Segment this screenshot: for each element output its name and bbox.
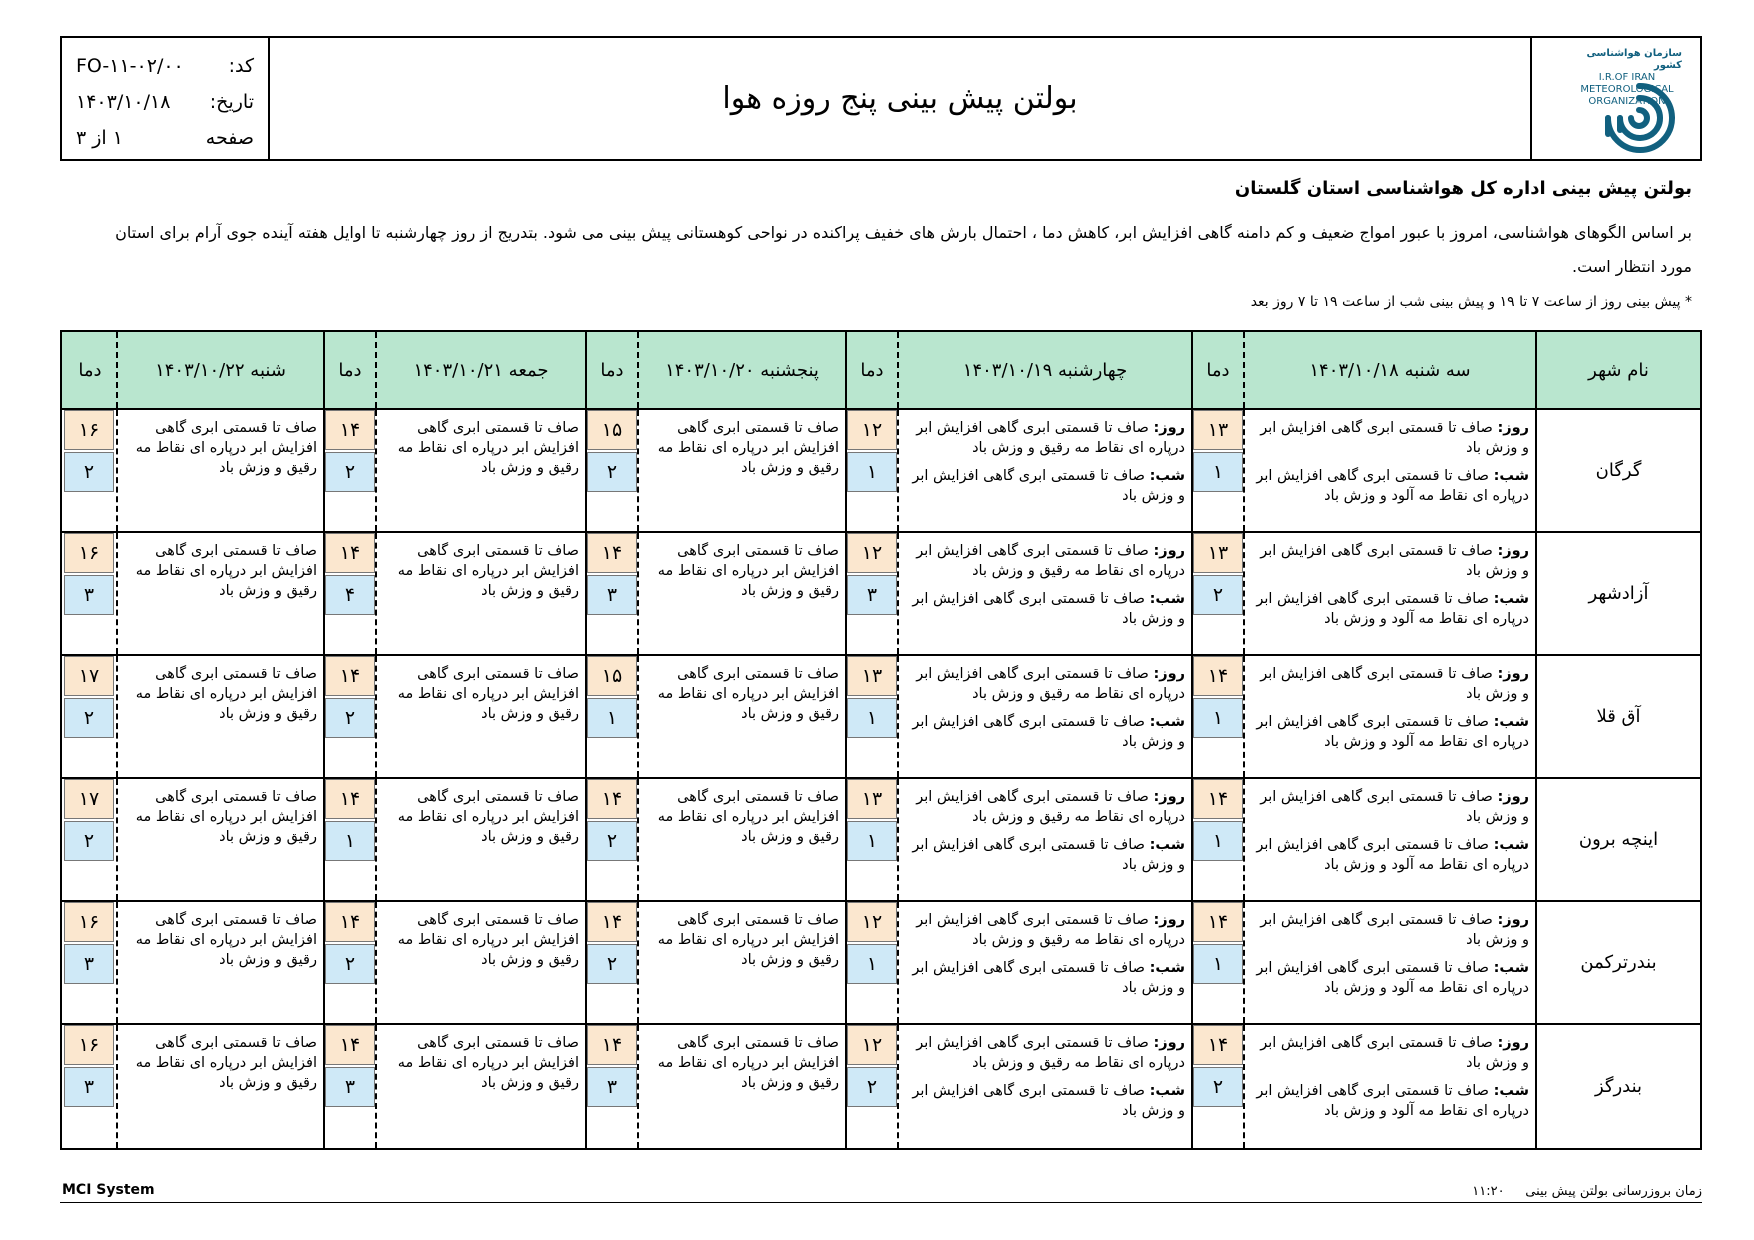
night-forecast (1249, 466, 1529, 506)
forecast-text: صاف تا قسمتی ابری گاهی افزایش ابر درپاره ای نقاط مه رقیق و وزش باد (397, 420, 579, 476)
day-forecast (1249, 910, 1529, 950)
max-temp: ۱۴ (1193, 1025, 1243, 1065)
night-forecast (903, 589, 1185, 629)
temp-cell-5 (64, 410, 116, 531)
forecast-text: صاف تا قسمتی ابری گاهی افزایش ابر درپاره ای نقاط مه رقیق و وزش باد (135, 543, 317, 599)
forecast-text: صاف تا قسمتی ابری گاهی افزایش ابر درپاره ای نقاط مه رقیق و وزش باد (397, 543, 579, 599)
forecast-day-1 (1243, 410, 1535, 531)
day-forecast (1249, 664, 1529, 704)
table-row (62, 902, 1700, 1025)
night-forecast (1249, 835, 1529, 875)
forecast-text: صاف تا قسمتی ابری گاهی افزایش ابر درپاره ای نقاط مه رقیق و وزش باد (135, 789, 317, 845)
day-text: صاف تا قسمتی ابری گاهی افزایش ابر درپاره ای نقاط مه رقیق و وزش باد (916, 666, 1185, 702)
min-temp: ۲ (587, 944, 637, 984)
table-body (62, 410, 1700, 1148)
day-header-2: چهارشنبه ۱۴۰۳/۱۰/۱۹ (897, 332, 1191, 408)
forecast-day-5 (116, 533, 323, 654)
night-label: شب: (1493, 960, 1529, 976)
table-row (62, 779, 1700, 902)
max-temp: ۱۷ (64, 779, 114, 819)
max-temp: ۱۶ (64, 902, 114, 942)
footer-system: MCI System (62, 1182, 155, 1198)
update-time: ۱۱:۲۰ (1472, 1184, 1505, 1199)
night-text: صاف تا قسمتی ابری گاهی افزایش ابر و وزش باد (912, 837, 1185, 873)
page-title: بولتن پیش بینی پنج روزه هوا (270, 38, 1532, 159)
day-label: روز: (1497, 420, 1529, 436)
forecast-day-5 (116, 779, 323, 900)
meteorology-logo-icon (1600, 78, 1678, 158)
temp-cell-1 (1191, 779, 1243, 900)
temp-cell-3 (585, 1025, 637, 1148)
min-temp: ۱ (1193, 821, 1243, 861)
night-text: صاف تا قسمتی ابری گاهی افزایش ابر درپاره ای نقاط مه آلود و وزش باد (1256, 714, 1529, 750)
night-label: شب: (1493, 1083, 1529, 1099)
min-temp: ۲ (847, 1067, 897, 1107)
page-row (76, 120, 254, 156)
footer-divider (60, 1202, 1702, 1203)
logo-en-3: ORGANIZATION (1588, 96, 1666, 107)
day-text: صاف تا قسمتی ابری گاهی افزایش ابر درپاره ای نقاط مه رقیق و وزش باد (916, 543, 1185, 579)
forecast-day-2 (897, 1025, 1191, 1148)
min-temp: ۲ (64, 698, 114, 738)
night-forecast (903, 835, 1185, 875)
night-forecast (903, 712, 1185, 752)
night-text: صاف تا قسمتی ابری گاهی افزایش ابر درپاره ای نقاط مه آلود و وزش باد (1256, 591, 1529, 627)
temp-header-4: دما (323, 332, 375, 408)
min-temp: ۳ (64, 575, 114, 615)
temp-header-3: دما (585, 332, 637, 408)
night-label: شب: (1149, 1083, 1185, 1099)
temp-cell-5 (64, 779, 116, 900)
max-temp: ۱۳ (1193, 533, 1243, 573)
weather-summary: بر اساس الگوهای هواشناسی، امروز با عبور امواج ضعیف و کم دامنه گاهی افزایش ابر، کاهش دما ، احتمال بارش های خفیف پراکنده در نواحی کوهستانی پیش بینی می شود. بتدریج از روز چهارشنبه تا اوایل هفته آینده جوی آرام برای استان مورد انتظار است. (115, 223, 1692, 276)
forecast-text: صاف تا قسمتی ابری گاهی افزایش ابر درپاره ای نقاط مه رقیق و وزش باد (397, 789, 579, 845)
forecast-table (60, 330, 1702, 1150)
min-temp: ۳ (587, 575, 637, 615)
temp-cell-3 (585, 533, 637, 654)
temp-cell-5 (64, 1025, 116, 1148)
day-forecast (903, 418, 1185, 458)
night-forecast (1249, 958, 1529, 998)
day-forecast (1249, 787, 1529, 827)
day-header-5: شنبه ۱۴۰۳/۱۰/۲۲ (116, 332, 323, 408)
date-label: تاریخ: (209, 91, 254, 113)
city-name: گرگان (1535, 410, 1700, 531)
forecast-day-2 (897, 410, 1191, 531)
min-temp: ۳ (64, 1067, 114, 1107)
max-temp: ۱۴ (587, 902, 637, 942)
temp-cell-1 (1191, 656, 1243, 777)
night-text: صاف تا قسمتی ابری گاهی افزایش ابر درپاره ای نقاط مه آلود و وزش باد (1256, 960, 1529, 996)
forecast-day-4 (375, 410, 585, 531)
forecast-text: صاف تا قسمتی ابری گاهی افزایش ابر درپاره ای نقاط مه رقیق و وزش باد (657, 543, 839, 599)
max-temp: ۱۴ (1193, 902, 1243, 942)
day-text: صاف تا قسمتی ابری گاهی افزایش ابر و وزش باد (1260, 789, 1529, 825)
day-label: روز: (1497, 1035, 1529, 1051)
forecast-day-5 (116, 410, 323, 531)
max-temp: ۱۴ (325, 902, 375, 942)
day-forecast (903, 664, 1185, 704)
temp-header-5: دما (78, 359, 102, 381)
forecast-text: صاف تا قسمتی ابری گاهی افزایش ابر درپاره ای نقاط مه رقیق و وزش باد (397, 1035, 579, 1091)
date-row (76, 84, 254, 120)
code-row (76, 48, 254, 84)
night-text: صاف تا قسمتی ابری گاهی افزایش ابر و وزش باد (912, 960, 1185, 996)
forecast-day-2 (897, 779, 1191, 900)
night-label: شب: (1149, 591, 1185, 607)
night-forecast (1249, 712, 1529, 752)
city-name: اینچه برون (1535, 779, 1700, 900)
day-label: روز: (1153, 1035, 1185, 1051)
night-text: صاف تا قسمتی ابری گاهی افزایش ابر و وزش باد (912, 714, 1185, 750)
temp-cell-3 (585, 410, 637, 531)
day-forecast (1249, 541, 1529, 581)
max-temp: ۱۲ (847, 902, 897, 942)
min-temp: ۳ (847, 575, 897, 615)
min-temp: ۲ (64, 452, 114, 492)
min-temp: ۲ (1193, 1067, 1243, 1107)
temp-cell-4 (323, 533, 375, 654)
day-text: صاف تا قسمتی ابری گاهی افزایش ابر درپاره ای نقاط مه رقیق و وزش باد (916, 789, 1185, 825)
bulletin-header (60, 36, 1702, 161)
day-forecast (1249, 1033, 1529, 1073)
day-forecast (903, 910, 1185, 950)
temp-cell-4 (323, 656, 375, 777)
forecast-day-3 (637, 902, 845, 1023)
day-forecast (1249, 418, 1529, 458)
temp-cell-1 (1191, 410, 1243, 531)
day-forecast (903, 541, 1185, 581)
min-temp: ۳ (64, 944, 114, 984)
night-forecast (903, 1081, 1185, 1121)
max-temp: ۱۴ (587, 779, 637, 819)
temp-header-1: دما (1191, 332, 1243, 408)
min-temp: ۲ (1193, 575, 1243, 615)
day-label: روز: (1153, 420, 1185, 436)
min-temp: ۱ (847, 821, 897, 861)
forecast-day-5 (116, 656, 323, 777)
day-text: صاف تا قسمتی ابری گاهی افزایش ابر و وزش باد (1260, 543, 1529, 579)
code-label: کد: (228, 55, 254, 77)
temp-cell-3 (585, 656, 637, 777)
temp-cell-4 (323, 1025, 375, 1148)
temp-cell-2 (845, 779, 897, 900)
forecast-day-3 (637, 1025, 845, 1148)
min-temp: ۱ (1193, 452, 1243, 492)
min-temp: ۲ (64, 821, 114, 861)
max-temp: ۱۳ (847, 779, 897, 819)
table-row (62, 533, 1700, 656)
day-text: صاف تا قسمتی ابری گاهی افزایش ابر درپاره ای نقاط مه رقیق و وزش باد (916, 1035, 1185, 1071)
forecast-text: صاف تا قسمتی ابری گاهی افزایش ابر درپاره ای نقاط مه رقیق و وزش باد (135, 420, 317, 476)
max-temp: ۱۵ (587, 410, 637, 450)
forecast-text: صاف تا قسمتی ابری گاهی افزایش ابر درپاره ای نقاط مه رقیق و وزش باد (657, 789, 839, 845)
day-label: روز: (1153, 912, 1185, 928)
day-forecast (903, 1033, 1185, 1073)
min-temp: ۲ (325, 452, 375, 492)
max-temp: ۱۴ (325, 533, 375, 573)
min-temp: ۲ (325, 944, 375, 984)
max-temp: ۱۶ (64, 410, 114, 450)
night-label: شب: (1149, 468, 1185, 484)
night-text: صاف تا قسمتی ابری گاهی افزایش ابر درپاره ای نقاط مه آلود و وزش باد (1256, 837, 1529, 873)
forecast-day-3 (637, 656, 845, 777)
max-temp: ۱۲ (847, 1025, 897, 1065)
forecast-day-2 (897, 533, 1191, 654)
day-header-1: سه شنبه ۱۴۰۳/۱۰/۱۸ (1243, 332, 1535, 408)
forecast-day-4 (375, 779, 585, 900)
temp-cell-5 (64, 902, 116, 1023)
forecast-text: صاف تا قسمتی ابری گاهی افزایش ابر درپاره ای نقاط مه رقیق و وزش باد (135, 912, 317, 968)
night-forecast (1249, 1081, 1529, 1121)
min-temp: ۲ (325, 698, 375, 738)
min-temp: ۳ (587, 1067, 637, 1107)
max-temp: ۱۶ (64, 1025, 114, 1065)
day-label: روز: (1497, 666, 1529, 682)
min-temp: ۱ (587, 698, 637, 738)
min-temp: ۲ (587, 821, 637, 861)
date-value: ۱۴۰۳/۱۰/۱۸ (76, 91, 171, 113)
table-header (62, 332, 1700, 410)
forecast-day-4 (375, 656, 585, 777)
temp-cell-4 (323, 902, 375, 1023)
bulletin-subtitle: بولتن پیش بینی اداره کل هواشناسی استان گلستان (1234, 178, 1692, 199)
logo-fa: سازمان هواشناسی کشور (1586, 48, 1682, 71)
code-value: FO-۱۱-۰۲/۰۰ (76, 55, 184, 77)
city-name: بندرترکمن (1535, 902, 1700, 1023)
logo-en-2: METEOROLOGICAL (1580, 84, 1674, 95)
temp-cell-5 (64, 533, 116, 654)
temp-cell-1 (1191, 533, 1243, 654)
night-label: شب: (1493, 591, 1529, 607)
day-header-4: جمعه ۱۴۰۳/۱۰/۲۱ (375, 332, 585, 408)
logo-en-1: I.R.OF IRAN (1598, 72, 1656, 83)
forecast-day-1 (1243, 656, 1535, 777)
day-text: صاف تا قسمتی ابری گاهی افزایش ابر و وزش باد (1260, 912, 1529, 948)
temp-header-2: دما (845, 332, 897, 408)
day-label: روز: (1153, 789, 1185, 805)
document-info (62, 38, 270, 159)
night-label: شب: (1493, 468, 1529, 484)
forecast-day-3 (637, 533, 845, 654)
forecast-day-4 (375, 533, 585, 654)
day-text: صاف تا قسمتی ابری گاهی افزایش ابر درپاره ای نقاط مه رقیق و وزش باد (916, 420, 1185, 456)
day-text: صاف تا قسمتی ابری گاهی افزایش ابر و وزش باد (1260, 420, 1529, 456)
night-forecast (903, 958, 1185, 998)
forecast-day-2 (897, 902, 1191, 1023)
forecast-day-5 (116, 902, 323, 1023)
forecast-day-4 (375, 1025, 585, 1148)
day-label: روز: (1497, 789, 1529, 805)
max-temp: ۱۴ (325, 410, 375, 450)
temp-cell-3 (585, 902, 637, 1023)
max-temp: ۱۲ (847, 410, 897, 450)
forecast-day-2 (897, 656, 1191, 777)
forecast-text: صاف تا قسمتی ابری گاهی افزایش ابر درپاره ای نقاط مه رقیق و وزش باد (657, 912, 839, 968)
day-label: روز: (1153, 666, 1185, 682)
night-text: صاف تا قسمتی ابری گاهی افزایش ابر و وزش باد (912, 1083, 1185, 1119)
max-temp: ۱۳ (1193, 410, 1243, 450)
footer-update (1472, 1184, 1702, 1199)
min-temp: ۱ (847, 452, 897, 492)
temp-cell-2 (845, 1025, 897, 1148)
day-text: صاف تا قسمتی ابری گاهی افزایش ابر و وزش باد (1260, 666, 1529, 702)
max-temp: ۱۵ (587, 656, 637, 696)
night-label: شب: (1149, 714, 1185, 730)
temp-cell-2 (845, 410, 897, 531)
min-temp: ۲ (587, 452, 637, 492)
page-label: صفحه (205, 127, 254, 149)
night-label: شب: (1149, 960, 1185, 976)
forecast-day-3 (637, 410, 845, 531)
max-temp: ۱۴ (1193, 779, 1243, 819)
temp-cell-4 (323, 410, 375, 531)
table-row (62, 1025, 1700, 1148)
night-label: شب: (1493, 714, 1529, 730)
max-temp: ۱۴ (325, 1025, 375, 1065)
forecast-text: صاف تا قسمتی ابری گاهی افزایش ابر درپاره ای نقاط مه رقیق و وزش باد (657, 1035, 839, 1091)
forecast-text: صاف تا قسمتی ابری گاهی افزایش ابر درپاره ای نقاط مه رقیق و وزش باد (397, 666, 579, 722)
min-temp: ۱ (1193, 698, 1243, 738)
min-temp: ۳ (325, 1067, 375, 1107)
night-forecast (1249, 589, 1529, 629)
min-temp: ۴ (325, 575, 375, 615)
max-temp: ۱۴ (1193, 656, 1243, 696)
day-label: روز: (1153, 543, 1185, 559)
temp-cell-1 (1191, 1025, 1243, 1148)
temp-cell-3 (585, 779, 637, 900)
city-column-header: نام شهر (1535, 332, 1700, 408)
forecast-text: صاف تا قسمتی ابری گاهی افزایش ابر درپاره ای نقاط مه رقیق و وزش باد (135, 666, 317, 722)
night-text: صاف تا قسمتی ابری گاهی افزایش ابر درپاره ای نقاط مه آلود و وزش باد (1256, 1083, 1529, 1119)
forecast-day-4 (375, 902, 585, 1023)
forecast-text: صاف تا قسمتی ابری گاهی افزایش ابر درپاره ای نقاط مه رقیق و وزش باد (397, 912, 579, 968)
forecast-day-1 (1243, 779, 1535, 900)
max-temp: ۱۴ (587, 533, 637, 573)
day-label: روز: (1497, 543, 1529, 559)
city-name: آق قلا (1535, 656, 1700, 777)
forecast-day-1 (1243, 533, 1535, 654)
table-row (62, 656, 1700, 779)
temp-cell-2 (845, 902, 897, 1023)
temp-cell-4 (323, 779, 375, 900)
temp-cell-1 (1191, 902, 1243, 1023)
page-value: ۱ از ۳ (76, 127, 123, 149)
forecast-day-1 (1243, 902, 1535, 1023)
min-temp: ۱ (847, 698, 897, 738)
min-temp: ۱ (847, 944, 897, 984)
min-temp: ۱ (1193, 944, 1243, 984)
max-temp: ۱۴ (325, 656, 375, 696)
day-label: روز: (1497, 912, 1529, 928)
forecast-day-5 (116, 1025, 323, 1148)
max-temp: ۱۶ (64, 533, 114, 573)
update-label: زمان بروزرسانی بولتن پیش بینی (1525, 1184, 1702, 1199)
temp-cell-2 (845, 656, 897, 777)
night-text: صاف تا قسمتی ابری گاهی افزایش ابر و وزش باد (912, 591, 1185, 627)
forecast-note: * پیش بینی روز از ساعت ۷ تا ۱۹ و پیش بینی شب از ساعت ۱۹ تا ۷ روز بعد (1250, 294, 1692, 310)
table-row (62, 410, 1700, 533)
city-name: آزادشهر (1535, 533, 1700, 654)
max-temp: ۱۷ (64, 656, 114, 696)
max-temp: ۱۲ (847, 533, 897, 573)
day-text: صاف تا قسمتی ابری گاهی افزایش ابر درپاره ای نقاط مه رقیق و وزش باد (916, 912, 1185, 948)
forecast-text: صاف تا قسمتی ابری گاهی افزایش ابر درپاره ای نقاط مه رقیق و وزش باد (135, 1035, 317, 1091)
forecast-text: صاف تا قسمتی ابری گاهی افزایش ابر درپاره ای نقاط مه رقیق و وزش باد (657, 420, 839, 476)
max-temp: ۱۴ (587, 1025, 637, 1065)
forecast-text: صاف تا قسمتی ابری گاهی افزایش ابر درپاره ای نقاط مه رقیق و وزش باد (657, 666, 839, 722)
day-forecast (903, 787, 1185, 827)
max-temp: ۱۴ (325, 779, 375, 819)
city-name: بندرگز (1535, 1025, 1700, 1148)
night-label: شب: (1493, 837, 1529, 853)
night-label: شب: (1149, 837, 1185, 853)
night-forecast (903, 466, 1185, 506)
temp-cell-5 (64, 656, 116, 777)
day-header-3: پنجشنبه ۱۴۰۳/۱۰/۲۰ (637, 332, 845, 408)
day-text: صاف تا قسمتی ابری گاهی افزایش ابر و وزش باد (1260, 1035, 1529, 1071)
organization-logo (1532, 38, 1700, 159)
forecast-day-3 (637, 779, 845, 900)
night-text: صاف تا قسمتی ابری گاهی افزایش ابر و وزش باد (912, 468, 1185, 504)
forecast-day-1 (1243, 1025, 1535, 1148)
night-text: صاف تا قسمتی ابری گاهی افزایش ابر درپاره ای نقاط مه آلود و وزش باد (1256, 468, 1529, 504)
min-temp: ۱ (325, 821, 375, 861)
max-temp: ۱۳ (847, 656, 897, 696)
temp-cell-2 (845, 533, 897, 654)
